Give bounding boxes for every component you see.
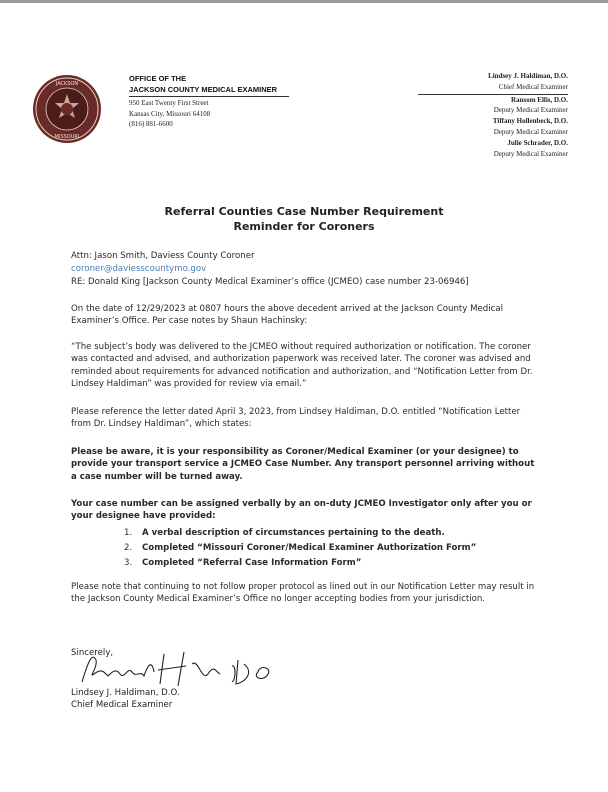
- signature-block: [71, 687, 180, 711]
- staff-title: Deputy Medical Examiner: [493, 127, 568, 136]
- regarding-line: RE: Donald King [Jackson County Medical Examiner’s office (JCMEO) case number 23-06946]: [71, 277, 469, 287]
- office-address: [129, 98, 210, 130]
- address-phone: (816) 881-6600: [129, 120, 173, 128]
- paragraph-case-number: Your case number can be assigned verbally by an on-duty JCMEO Investigator only after you or your designee have provided:: [71, 499, 532, 522]
- requirements-list: [124, 526, 476, 571]
- staff-name: Lindsey J. Haldiman, D.O.: [488, 72, 568, 80]
- staff-name: Ransom Ellis, D.O.: [511, 95, 568, 104]
- signer-title: Chief Medical Examiner: [71, 700, 173, 710]
- signer-name: Lindsey J. Haldiman, D.O.: [71, 688, 180, 698]
- closing: Sincerely,: [71, 648, 114, 658]
- top-border: [0, 0, 608, 3]
- office-name: [129, 73, 289, 97]
- svg-text:JACKSON: JACKSON: [55, 81, 79, 87]
- office-line-1: OFFICE OF THE: [129, 74, 187, 83]
- handwritten-signature: [74, 642, 284, 692]
- staff-name: Tiffany Hollenbeck, D.O.: [492, 117, 568, 126]
- paragraph-case-notes: “The subject’s body was delivered to the JCMEO without required authorization or notification. The coroner was contacted and advised, and authorization paperwork was received later. The coroner was advised and reminded about requirements for advanced notification and authorization, and “Notification Letter from Dr. Lindsey Haldiman” was provided for review via email.”: [71, 342, 533, 389]
- paragraph-reference: Please reference the letter dated April 3, 2023, from Lindsey Haldiman, D.O. entitled “Notification Letter from Dr. Lindsey Haldiman”, which states:: [71, 407, 521, 430]
- county-seal-logo: [32, 74, 102, 144]
- address-street: 950 East Twenty First Street: [129, 99, 209, 107]
- svg-text:MISSOURI: MISSOURI: [54, 134, 80, 140]
- paragraph-arrival: On the date of 12/29/2023 at 0807 hours the above decedent arrived at the Jackson County Medical Examiner’s Office. Per case notes by Shaun Hachinsky:: [71, 304, 503, 327]
- attention-line: Attn: Jason Smith, Daviess County Coroner: [71, 251, 255, 261]
- address-city: Kansas City, Missouri 64108: [129, 109, 211, 118]
- list-item: 2. Completed “Missouri Coroner/Medical Examiner Authorization Form”: [124, 543, 477, 553]
- paragraph-warning: Please note that continuing to not follow proper protocol as lined out in our Notification Letter may result in the Jackson County Medical Examiner’s Office no longer accepting bodies from your jurisdiction.: [71, 582, 535, 605]
- staff-title: Chief Medical Examiner: [418, 82, 568, 95]
- coroner-email-link[interactable]: coroner@daviesscountymo.gov: [71, 264, 207, 274]
- document-subtitle: Reminder for Coroners: [233, 220, 375, 233]
- document-title: Referral Counties Case Number Requirement: [164, 205, 444, 218]
- list-item: 3. Completed “Referral Case Information Form”: [124, 558, 362, 568]
- staff-list: [418, 71, 568, 159]
- staff-name: Julie Schrader, D.O.: [507, 138, 568, 147]
- paragraph-responsibility: Please be aware, it is your responsibility as Coroner/Medical Examiner (or your designee) to provide your transport service a JCMEO Case Number. Any transport personnel arriving without a case number will be turned away.: [71, 447, 535, 482]
- list-item: 1. A verbal description of circumstances pertaining to the death.: [124, 528, 445, 538]
- office-line-2: JACKSON COUNTY MEDICAL EXAMINER: [129, 84, 289, 97]
- staff-title: Deputy Medical Examiner: [493, 149, 568, 158]
- staff-title: Deputy Medical Examiner: [493, 106, 568, 115]
